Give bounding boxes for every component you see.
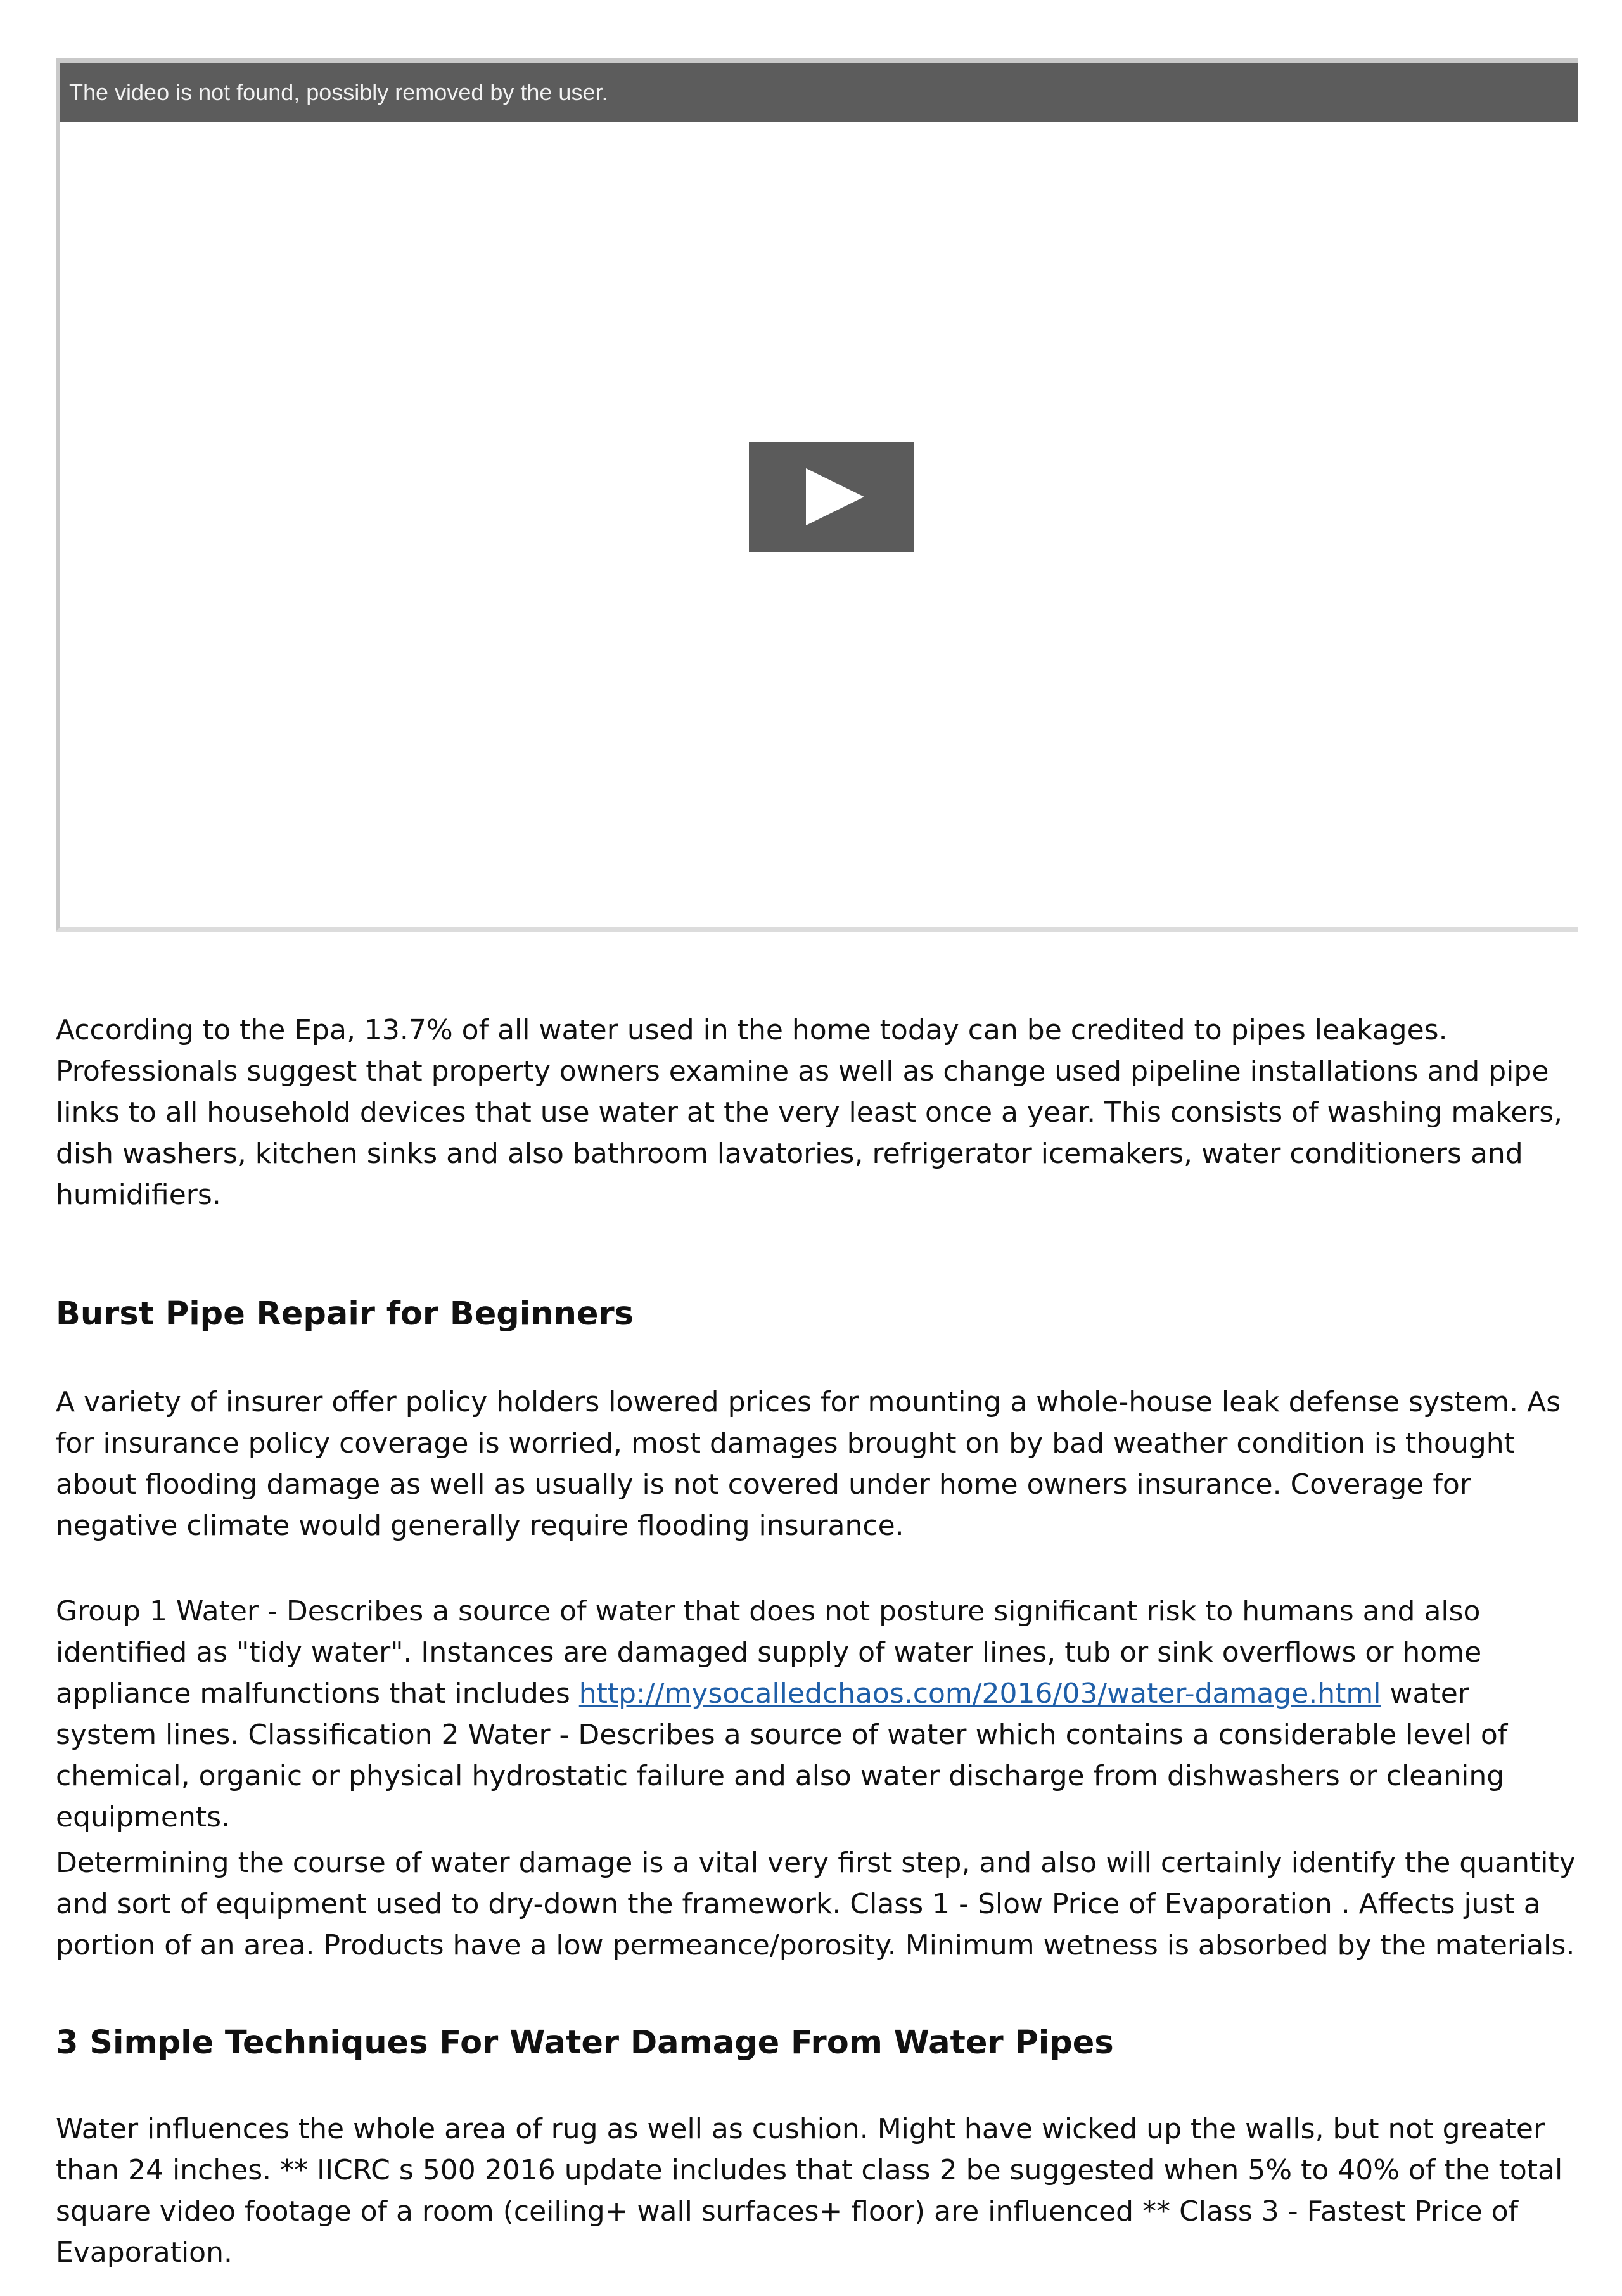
paragraph-water-groups-text-start: Group 1 Water - Describes a source of water that does not posture significant risk to humans and also identified as "tidy water". Instances are damaged supply of water lines, tub or sink overflows or home appliance malfunctions that includes (56, 1595, 1482, 1710)
paragraph-water-damage-class: Determining the course of water damage is a vital very first step, and also will certainly identify the quantity and sort of equipment used to dry-down the framework. Class 1 - Slow Price of Evaporation . Affects just a portion of an area. Products have a low permeance/porosity. Minimum wetness is absorbed by the materials. (56, 1847, 1576, 1961)
paragraph-insurance: A variety of insurer offer policy holders lowered prices for mounting a whole-house leak defense system. As for insurance policy coverage is worried, most damages brought on by bad weather condition is thought about flooding damage as well as usually is not covered under home owners insurance. Coverage for negative climate would generally require flooding insurance. (56, 1386, 1561, 1542)
video-error-message: The video is not found, possibly removed by the user. (69, 79, 608, 105)
play-button[interactable] (749, 442, 914, 552)
heading-burst-pipe-repair: Burst Pipe Repair for Beginners (56, 1295, 634, 1333)
paragraph-water-groups (56, 1591, 1576, 1838)
video-player[interactable] (56, 58, 1578, 932)
page-content (56, 58, 1578, 2269)
paragraph-epa-leakage: According to the Epa, 13.7% of all water used in the home today can be credited to pipes leakages. Professionals suggest that property owners examine as well as change used pipeline installations and pipe links to all household devices that use water at the very least once a year. This consists of washing makers, dish washers, kitchen sinks and also bathroom lavatories, refrigerator icemakers, water conditioners and humidifiers. (56, 1014, 1563, 1211)
video-error-bar (60, 63, 1578, 122)
paragraph-water-groups-text-end: water system lines. Classification 2 Water - Describes a source of water which contains a considerable level of chemical, organic or physical hydrostatic failure and also water discharge from dishwashers or cleaning equipments. (56, 1677, 1508, 1833)
paragraph-rug-cushion: Water influences the whole area of rug as well as cushion. Might have wicked up the walls, but not greater than 24 inches. ** IICRC s 500 2016 update includes that class 2 be suggested when 5% to 40% of the total square video footage of a room (ceiling+ wall surfaces+ floor) are influenced ** Class 3 - Fastest Price of Evaporation. (56, 2113, 1563, 2269)
play-icon (749, 442, 914, 552)
water-damage-link[interactable]: http://mysocalledchaos.com/2016/03/water-damage.html (578, 1677, 1381, 1710)
heading-simple-techniques: 3 Simple Techniques For Water Damage From Water Pipes (56, 2024, 1114, 2062)
